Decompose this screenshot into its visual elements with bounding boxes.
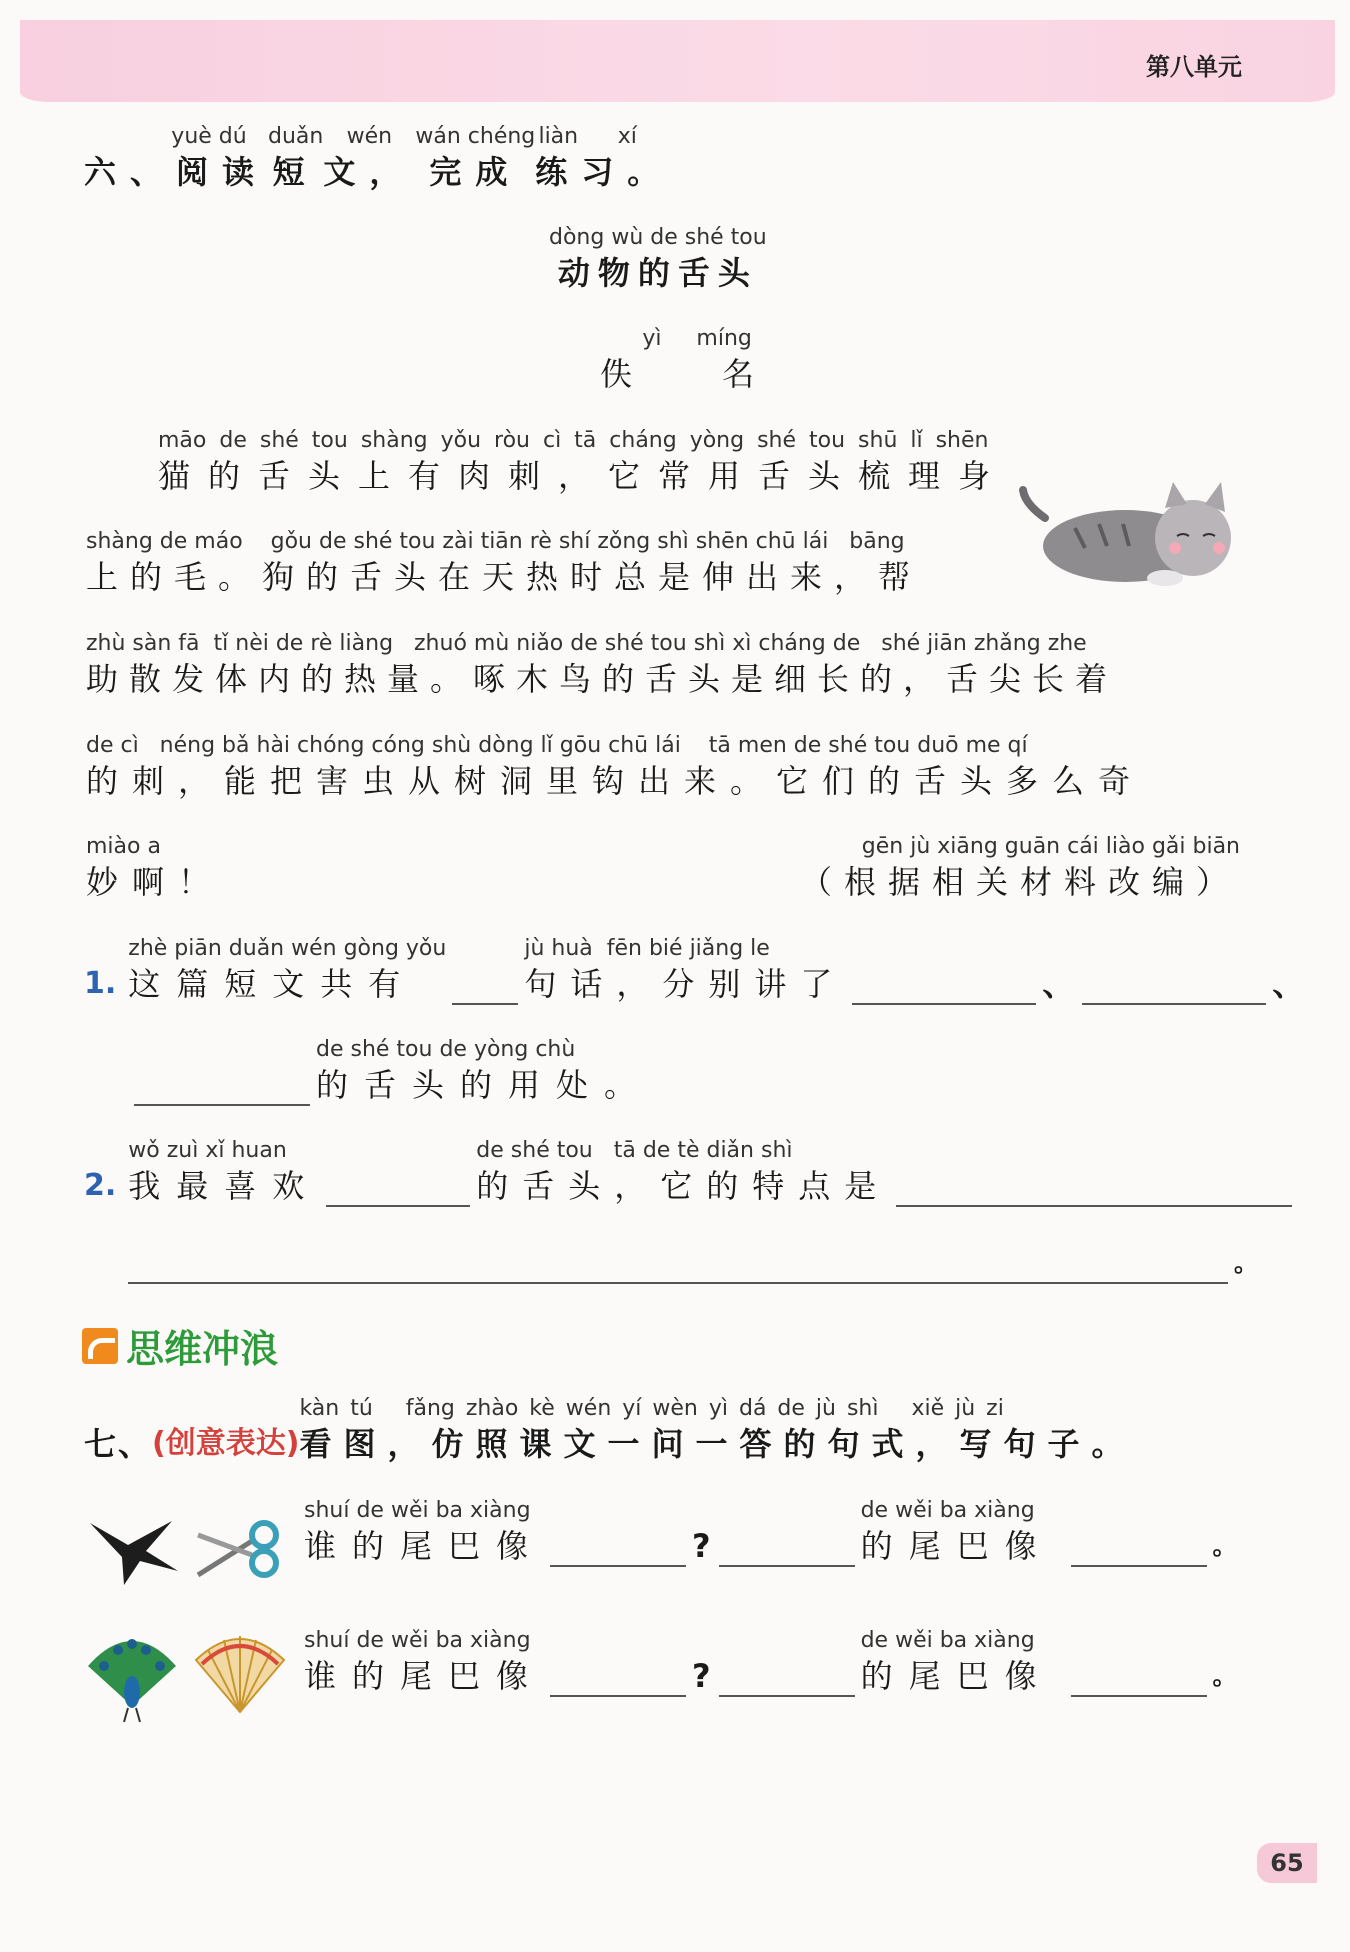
cat-illustration [1015,468,1247,596]
s7-row1-blank-1[interactable] [550,1527,686,1567]
s7-row2: shuí de wěi ba xiàng 谁的尾巴像 ? de wěi ba xiàng 的尾巴像 。 [304,1628,1239,1695]
article-source: gēn jù xiāng guān cái liào gǎi biān （根据相关材料改编） [800,834,1241,901]
title-seg: duǎn 短 [268,124,324,191]
header-band [20,20,1335,102]
s7-row1-blank-2[interactable] [719,1527,855,1567]
s7-row2-blank-1[interactable] [550,1657,686,1697]
page-number: 65 [1257,1843,1317,1883]
q1-line2: de shé tou de yòng chù 的舌头的用处。 [128,1036,652,1106]
article-title: dòng wù de shé tou 动物的舌头 [549,225,767,292]
s7-row1-blank-3[interactable] [1071,1527,1207,1567]
article-line-1: māo de shé tou shàng yǒu ròu cì tā cháng yòng shé tou shū lǐ shēn 猫的舌头上有肉刺，它常用舌头梳理身 [158,428,1009,495]
article-line-2: shàng de máo gǒu de shé tou zài tiān rè shí zǒng shì shēn chū lái bāng 上的毛。狗的舌头在天热时总是伸出来，帮 [86,529,923,596]
section7-title: 七、 (创意表达) kàn tú fǎng zhào kè wén yí wèn yì dá de jù shì xiě jù zi 看图，仿照课文一问一答的句式，写句子。 [84,1396,1136,1463]
title-seg: yuè dú 六、阅读 [84,124,269,191]
scissors-illustration [192,1515,288,1585]
q1-line1: 1. zhè piān duǎn wén gòng yǒu 这篇短文共有 jù huà fēn bié jiǎng le 句话，分别讲了 、 、 [84,936,1307,1003]
article-line-3: zhù sàn fā tǐ nèi de rè liàng zhuó mù niǎo de shé tou shì xì cháng de shé jiān zhǎng zhe 助散发体内的热量。啄木鸟的舌头是细长的，舌尖长着 [86,631,1119,698]
article-line-5: miào a 妙啊！ [86,834,225,901]
q2-blank-feature[interactable] [896,1167,1292,1207]
peacock-illustration [84,1626,180,1726]
swallow-illustration [86,1515,182,1587]
q1-blank-topic-2[interactable] [1082,965,1266,1005]
q1-blank-count[interactable] [452,965,518,1005]
q1-blank-topic-1[interactable] [852,965,1036,1005]
article-line-4: de cì néng bǎ hài chóng cóng shù dòng lǐ gōu chū lái tā men de shé tou duō me qí 的刺，能把害虫从树洞里钩出来。它们的舌头多么奇 [86,733,1145,800]
s7-row2-blank-2[interactable] [719,1657,855,1697]
s7-row2-blank-3[interactable] [1071,1657,1207,1697]
q2-blank-feature-cont[interactable] [128,1244,1228,1284]
s7-row1: shuí de wěi ba xiàng 谁的尾巴像 ? de wěi ba xiàng 的尾巴像 。 [304,1498,1239,1565]
title-seg: wén 文， [323,124,416,191]
unit-label: 第八单元 [1146,53,1242,81]
q1-blank-topic-3[interactable] [134,1066,310,1106]
article-author: yì míng 佚 名 [600,326,795,393]
fan-illustration [192,1632,288,1718]
section6-title [84,123,673,193]
thinking-surf-heading: 思维冲浪 [82,1318,278,1373]
q2-line1: 2. wǒ zuì xǐ huan 我最喜欢 de shé tou tā de tè diǎn shì 的舌头，它的特点是 [84,1137,1298,1207]
title-seg: wán chéng 完成 [415,124,536,191]
wave-icon [82,1328,118,1364]
title-seg: liàn 练 [535,124,582,191]
q2-line2: 。 [128,1242,1260,1284]
title-seg: xí 习。 [581,124,674,191]
q2-blank-animal[interactable] [326,1167,470,1207]
